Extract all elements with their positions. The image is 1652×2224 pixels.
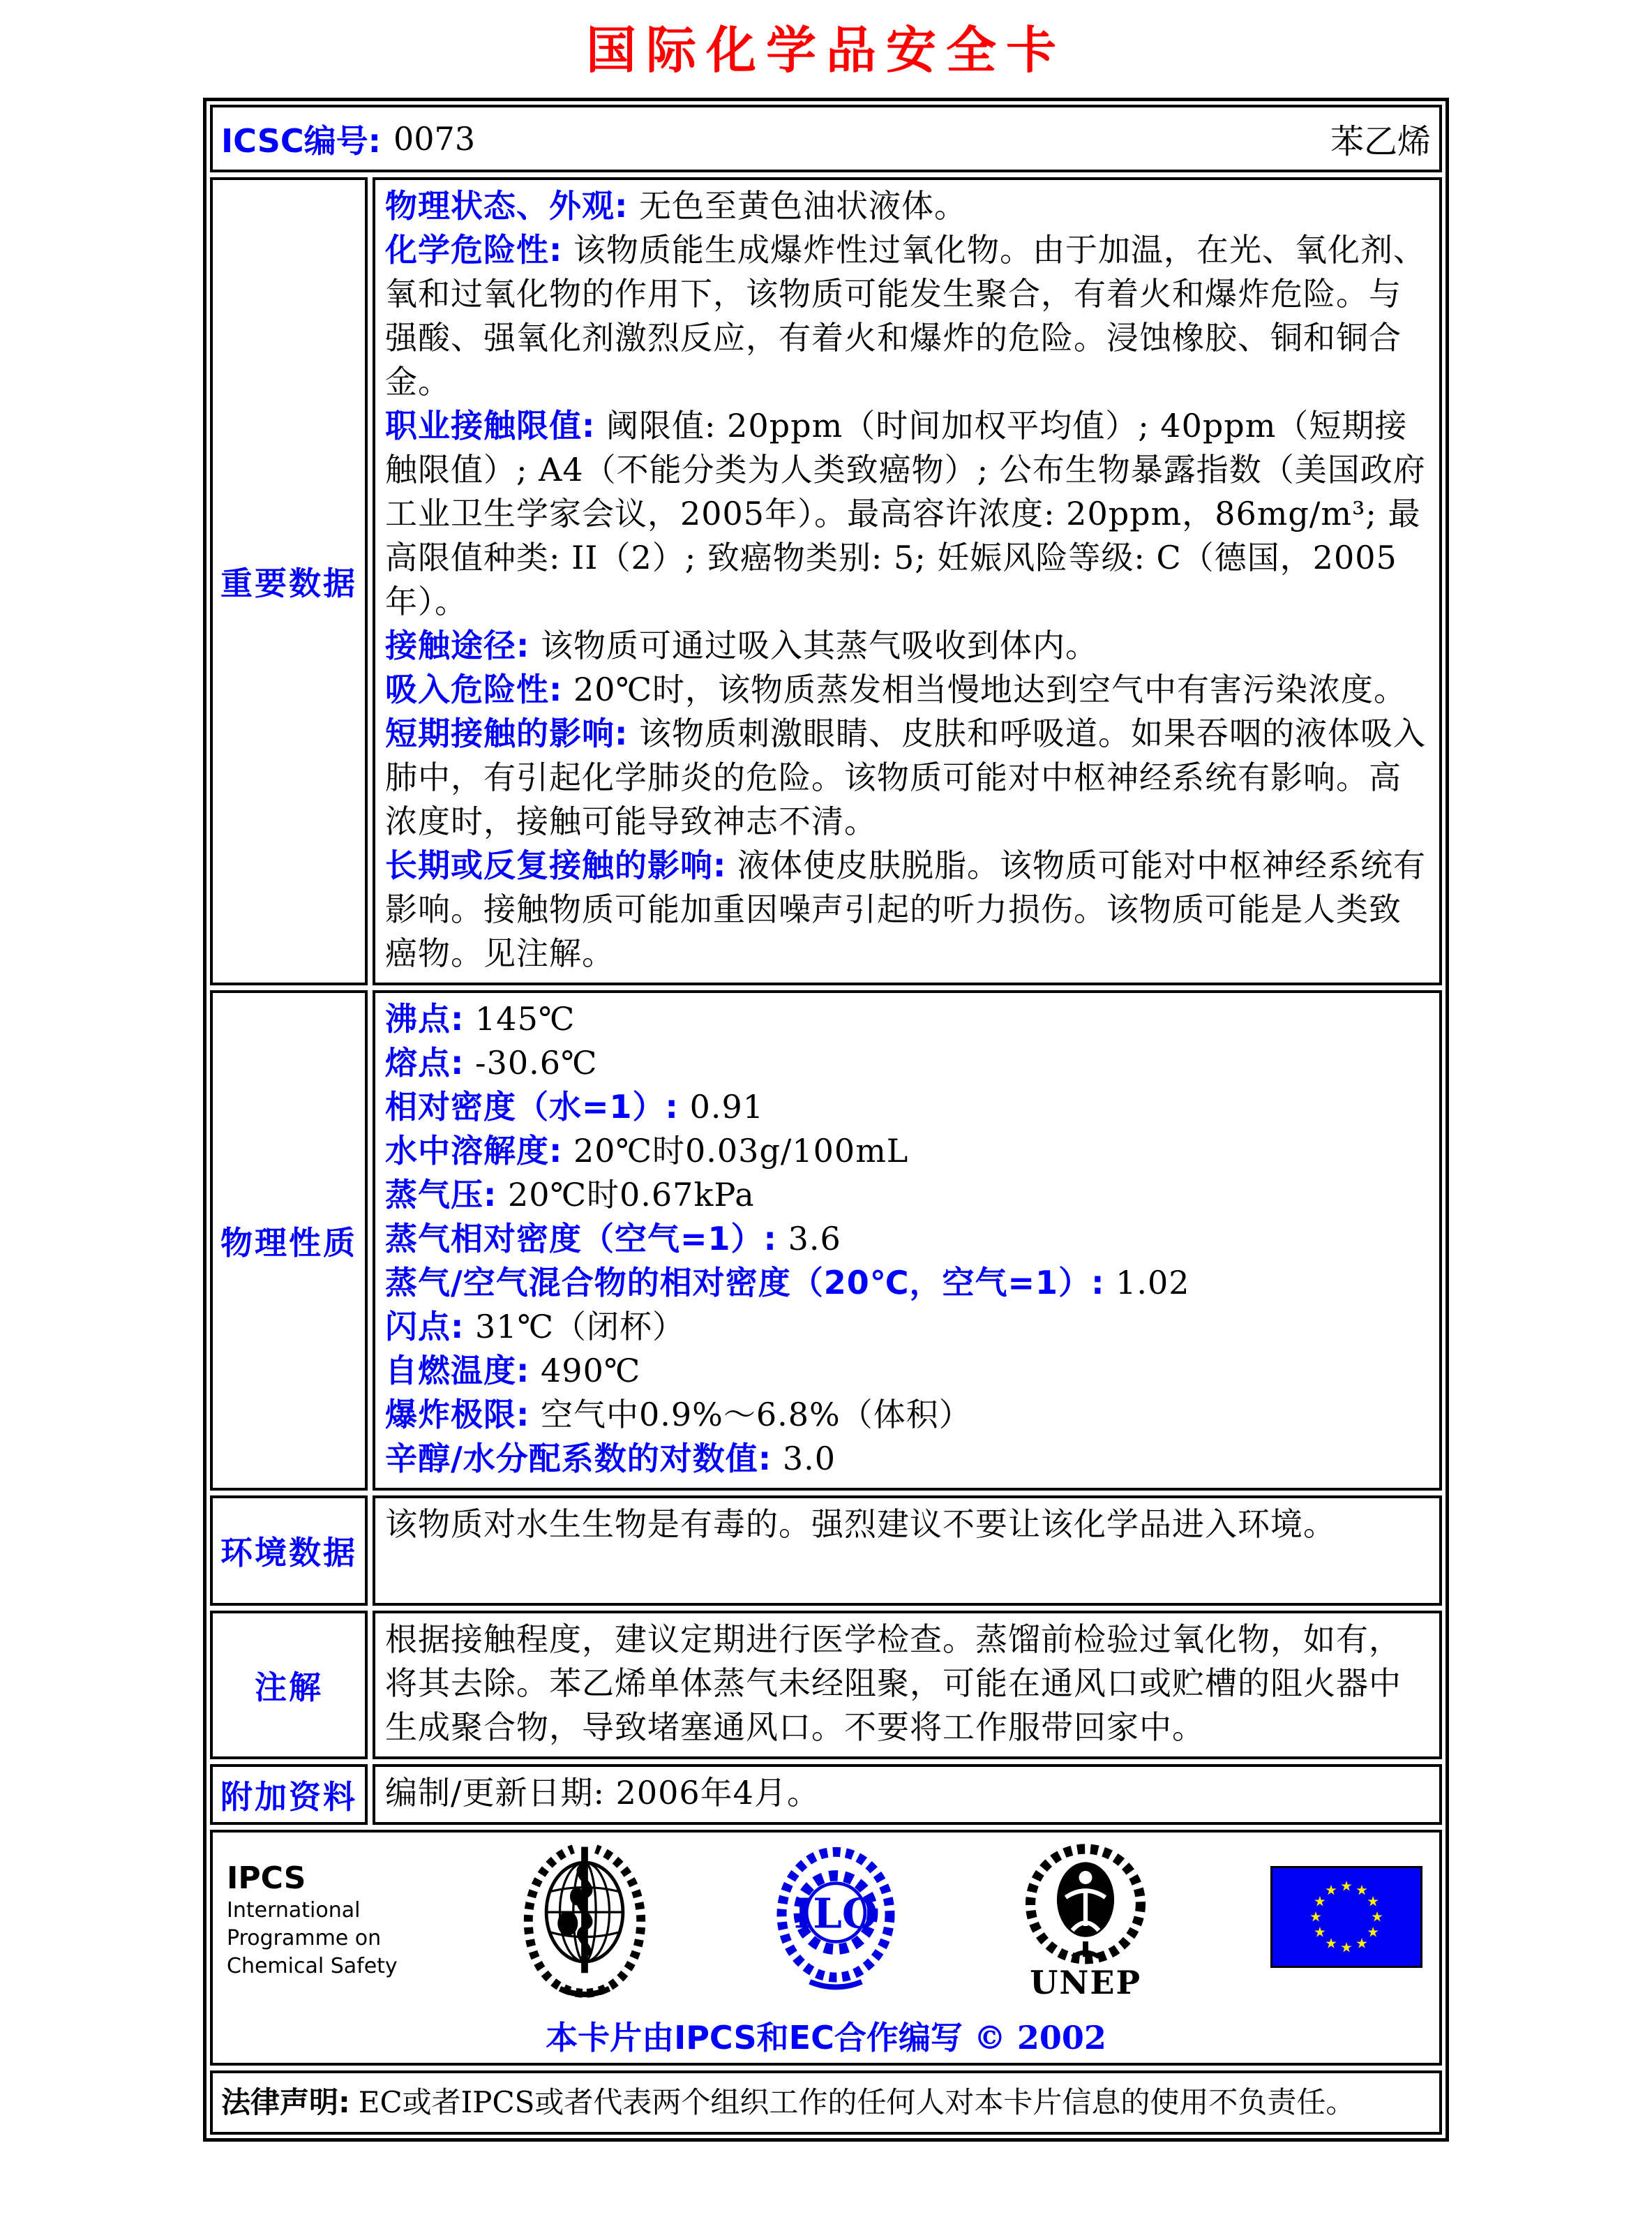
field-label: 蒸气相对密度（空气=1）:	[385, 1220, 777, 1257]
field-label: 职业接触限值:	[385, 407, 596, 445]
ipcs-name-line1: International	[227, 1898, 361, 1923]
important-data-content	[373, 177, 1442, 985]
field-value: 液体使皮肤脱脂。该物质可能对中枢神经系统有影响。接触物质可能加重因噪声引起的听力损伤。该物质可能是人类致癌物。见注解。	[385, 846, 1427, 972]
field-value: 20℃时0.67kPa	[508, 1176, 755, 1214]
copyright-text: © 2002	[973, 2019, 1106, 2057]
important-data-item	[385, 712, 1429, 844]
field-value: 20℃时0.03g/100mL	[573, 1132, 909, 1170]
legal-label: 法律声明:	[221, 2085, 350, 2119]
field-label: 蒸气/空气混合物的相对密度（20℃，空气=1）:	[385, 1264, 1105, 1301]
important-data-row	[210, 177, 1442, 985]
important-data-item	[385, 624, 1429, 668]
field-label: 物理状态、外观:	[385, 187, 629, 225]
ilo-logo-icon	[771, 1842, 901, 2003]
field-value: 空气中0.9%～6.8%（体积）	[541, 1396, 972, 1433]
ipcs-name-line2: Programme on	[227, 1926, 382, 1950]
additional-info-row	[210, 1764, 1442, 1825]
logos-cell	[210, 1830, 1442, 2066]
who-logo-icon	[516, 1842, 653, 2003]
property-line	[385, 1173, 1429, 1217]
additional-info-row-label: 附加资料	[210, 1764, 368, 1825]
additional-info-text: 编制/更新日期: 2006年4月。	[385, 1774, 820, 1812]
field-value: 该物质可通过吸入其蒸气吸收到体内。	[541, 627, 1099, 664]
property-line	[385, 1217, 1429, 1261]
notes-content	[373, 1611, 1442, 1759]
field-label: 短期接触的影响:	[385, 715, 629, 752]
notes-row-label: 注解	[210, 1611, 368, 1759]
property-line	[385, 1041, 1429, 1085]
physical-properties-row-label: 物理性质	[210, 990, 368, 1491]
field-label: 长期或反复接触的影响:	[385, 846, 727, 884]
field-label: 辛醇/水分配系数的对数值:	[385, 1440, 772, 1477]
chemical-name: 苯乙烯	[1330, 122, 1431, 161]
property-line	[385, 1349, 1429, 1393]
field-value: 145℃	[475, 1000, 576, 1038]
ilo-letters: ILO	[794, 1889, 878, 1938]
property-line	[385, 1261, 1429, 1305]
field-label: 吸入危险性:	[385, 671, 563, 708]
field-label: 自燃温度:	[385, 1352, 530, 1389]
header-row	[210, 105, 1442, 172]
field-label: 化学危险性:	[385, 231, 563, 269]
field-value: 0.91	[689, 1088, 764, 1126]
field-value: 20℃时，该物质蒸发相当慢地达到空气中有害污染浓度。	[573, 671, 1407, 708]
credit-text: 本卡片由IPCS和EC合作编写	[546, 2019, 963, 2057]
legal-text: EC或者IPCS或者代表两个组织工作的任何人对本卡片信息的使用不负责任。	[358, 2085, 1356, 2119]
field-label: 接触途径:	[385, 627, 530, 664]
field-value: 3.0	[782, 1440, 836, 1477]
legal-cell	[210, 2070, 1442, 2135]
important-data-item	[385, 844, 1429, 976]
environmental-data-text: 该物质对水生生物是有毒的。强烈建议不要让该化学品进入环境。	[385, 1505, 1336, 1543]
notes-text: 根据接触程度，建议定期进行医学检查。蒸馏前检验过氧化物，如有，将其去除。苯乙烯单体蒸气未经阻聚，可能在通风口或贮槽的阻火器中生成聚合物，导致堵塞通风口。不要将工作服带回家中。	[385, 1620, 1402, 1746]
credit-line	[225, 2013, 1427, 2059]
field-label: 闪点:	[385, 1308, 465, 1345]
field-value: 1.02	[1116, 1264, 1190, 1301]
field-value: 该物质能生成爆炸性过氧化物。由于加温，在光、氧化剂、氧和过氧化物的作用下，该物质可能发生聚合，有着火和爆炸危险。与强酸、强氧化剂激烈反应，有着火和爆炸的危险。浸蚀橡胶、铜和铜合金。	[385, 231, 1427, 401]
unep-letters: UNEP	[1030, 1964, 1142, 2001]
physical-properties-row	[210, 990, 1442, 1491]
field-value: 阈限值: 20ppm（时间加权平均值）; 40ppm（短期接触限值）; A4（不能分类为人类致癌物）; 公布生物暴露指数（美国政府工业卫生学家会议，2005年）。最高容许浓度: 20ppm，86mg/m³; 最高限值种类: II（2）; 致癌物类别: 5; 妊娠风险等级: C（德国，2005年）。	[385, 407, 1426, 620]
icsc-number-group	[221, 116, 475, 162]
property-line	[385, 1437, 1429, 1481]
ipcs-name-line3: Chemical Safety	[227, 1954, 398, 1978]
environmental-data-content	[373, 1495, 1442, 1606]
header-cell	[210, 105, 1442, 172]
unep-logo-icon	[1019, 1842, 1152, 1971]
property-line	[385, 997, 1429, 1041]
environmental-data-row	[210, 1495, 1442, 1606]
ipcs-acronym: IPCS	[227, 1860, 306, 1896]
field-label: 蒸气压:	[385, 1176, 497, 1214]
environmental-data-row-label: 环境数据	[210, 1495, 368, 1606]
important-data-item	[385, 668, 1429, 712]
additional-info-content	[373, 1764, 1442, 1825]
property-line	[385, 1129, 1429, 1173]
physical-properties-content	[373, 990, 1442, 1491]
legal-row	[210, 2070, 1442, 2135]
notes-row	[210, 1611, 1442, 1759]
field-value: 无色至黄色油状液体。	[639, 187, 968, 225]
field-value: -30.6℃	[475, 1044, 598, 1082]
important-data-item	[385, 184, 1429, 228]
field-label: 沸点:	[385, 1000, 465, 1038]
property-line	[385, 1393, 1429, 1437]
property-line	[385, 1305, 1429, 1349]
important-data-item	[385, 404, 1429, 624]
important-data-row-label: 重要数据	[210, 177, 368, 985]
field-value: 3.6	[788, 1220, 841, 1257]
field-value: 490℃	[541, 1352, 641, 1389]
ipcs-text-block	[227, 1842, 398, 1980]
unep-logo-block	[1019, 1842, 1152, 1999]
field-label: 水中溶解度:	[385, 1132, 563, 1170]
field-label: 相对密度（水=1）:	[385, 1088, 679, 1126]
eu-flag-icon	[1270, 1866, 1422, 1971]
page-title: 国际化学品安全卡	[585, 21, 1066, 80]
icsc-number-label: ICSC编号:	[221, 121, 382, 160]
important-data-item	[385, 228, 1429, 404]
logos-strip	[225, 1839, 1427, 2003]
logos-row	[210, 1830, 1442, 2066]
field-value: 31℃（闭杯）	[475, 1308, 686, 1345]
property-line	[385, 1085, 1429, 1129]
field-value: 该物质刺激眼睛、皮肤和呼吸道。如果吞咽的液体吸入肺中，有引起化学肺炎的危险。该物质可能对中枢神经系统有影响。高浓度时，接触可能导致神志不清。	[385, 715, 1427, 840]
field-label: 熔点:	[385, 1044, 465, 1082]
icsc-card	[203, 98, 1449, 2142]
icsc-number-value: 0073	[393, 119, 476, 158]
field-label: 爆炸极限:	[385, 1396, 530, 1433]
